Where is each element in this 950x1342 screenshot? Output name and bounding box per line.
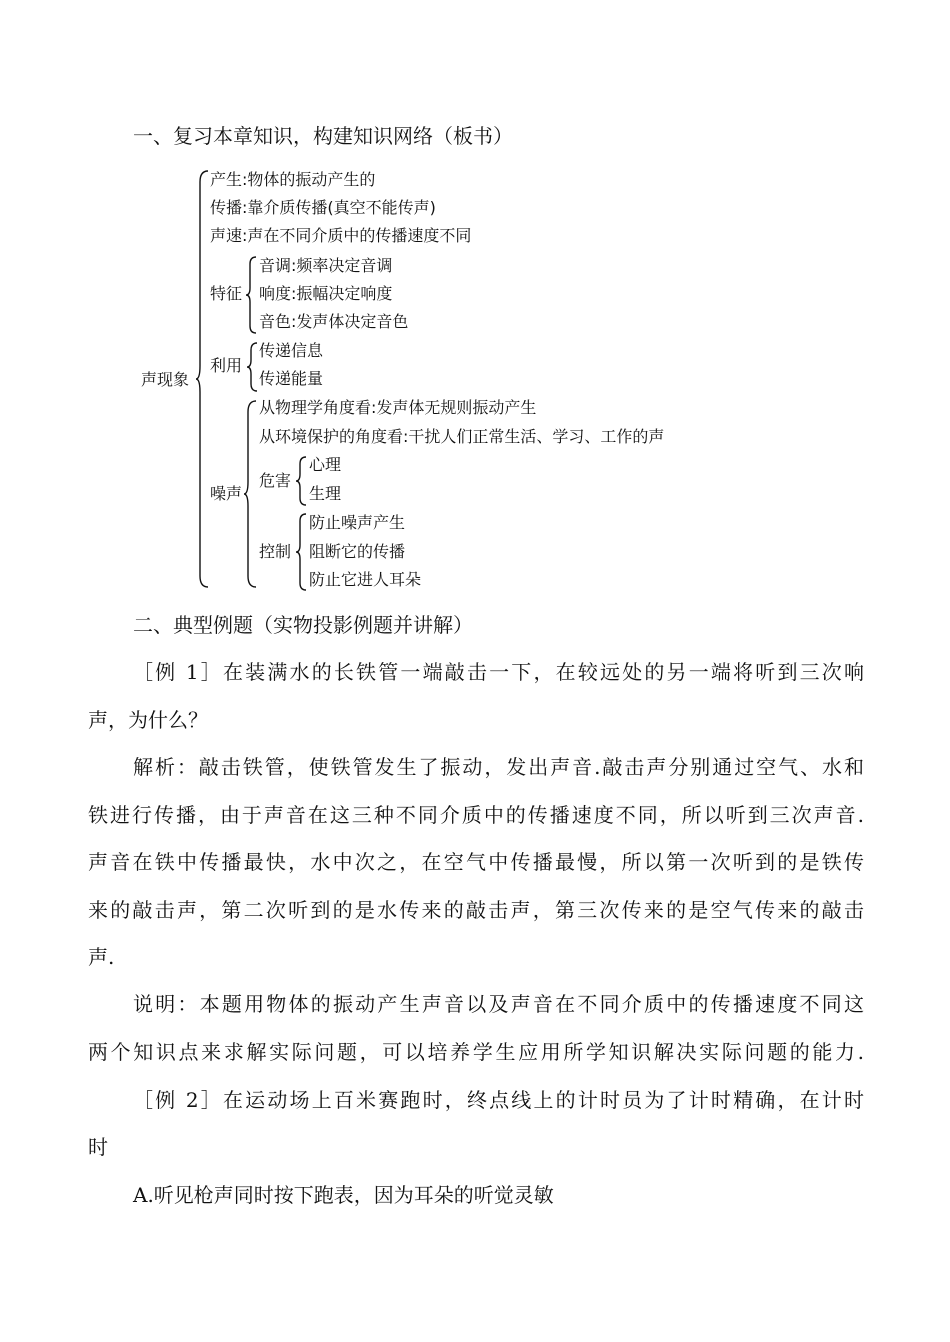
control-brace bbox=[296, 513, 308, 591]
map-feature-loudness: 响度:振幅决定响度 bbox=[259, 284, 393, 303]
map-noise-environment: 从环境保护的角度看:干扰人们正常生活、学习、工作的声 bbox=[259, 427, 665, 446]
map-use-information: 传递信息 bbox=[259, 341, 324, 360]
map-harm-physiological: 生理 bbox=[309, 484, 342, 503]
map-propagate: 传播:靠介质传播(真空不能传声) bbox=[210, 198, 436, 217]
analysis-line2: 铁进行传播，由于声音在这三种不同介质中的传播速度不同，所以听到三次声音. bbox=[88, 803, 864, 827]
map-harm-label: 危害 bbox=[259, 471, 292, 490]
example2-line1: ［例 2］在运动场上百米赛跑时，终点线上的计时员为了计时精确，在计时 bbox=[133, 1088, 864, 1112]
map-produce: 产生:物体的振动产生的 bbox=[210, 170, 376, 189]
section2-heading: 二、典型例题（实物投影例题并讲解） bbox=[133, 613, 473, 637]
map-noise-physics: 从物理学角度看:发声体无规则振动产生 bbox=[259, 398, 537, 417]
features-brace bbox=[246, 256, 258, 334]
map-control-path: 阻断它的传播 bbox=[309, 542, 406, 561]
map-control-label: 控制 bbox=[259, 542, 292, 561]
example1-line1: ［例 1］在装满水的长铁管一端敲击一下，在较远处的另一端将听到三次响 bbox=[133, 660, 864, 684]
map-harm-psychological: 心理 bbox=[309, 455, 342, 474]
explanation-line2: 两个知识点来求解实际问题，可以培养学生应用所学知识解决实际问题的能力. bbox=[88, 1040, 864, 1064]
example2-line2: 时 bbox=[88, 1135, 108, 1159]
root-brace bbox=[196, 170, 210, 588]
map-control-source: 防止噪声产生 bbox=[309, 513, 406, 532]
map-feature-pitch: 音调:频率决定音调 bbox=[259, 256, 393, 275]
analysis-line4: 来的敲击声，第二次听到的是水传来的敲击声，第三次传来的是空气传来的敲击 bbox=[88, 898, 864, 922]
map-control-ear: 防止它进人耳朵 bbox=[309, 570, 422, 589]
harm-brace bbox=[296, 456, 308, 506]
map-use-energy: 传递能量 bbox=[259, 369, 324, 388]
section1-heading: 一、复习本章知识，构建知识网络（板书） bbox=[133, 124, 513, 148]
analysis-line5: 声. bbox=[88, 945, 115, 969]
map-use-label: 利用 bbox=[210, 356, 243, 375]
use-brace bbox=[247, 342, 259, 392]
explanation-line1: 说明：本题用物体的振动产生声音以及声音在不同介质中的传播速度不同这 bbox=[133, 992, 864, 1016]
map-feature-timbre: 音色:发声体决定音色 bbox=[259, 312, 409, 331]
analysis-line1: 解析：敲击铁管，使铁管发生了振动，发出声音.敲击声分别通过空气、水和 bbox=[133, 755, 864, 779]
analysis-line3: 声音在铁中传播最快，水中次之，在空气中传播最慢，所以第一次听到的是铁传 bbox=[88, 850, 864, 874]
map-noise-label: 噪声 bbox=[210, 484, 243, 503]
map-root-label: 声现象 bbox=[141, 370, 190, 389]
option-a: A.听见枪声同时按下跑表，因为耳朵的听觉灵敏 bbox=[133, 1183, 554, 1207]
map-features-label: 特征 bbox=[210, 284, 243, 303]
map-speed: 声速:声在不同介质中的传播速度不同 bbox=[210, 226, 472, 245]
example1-line2: 声，为什么？ bbox=[88, 708, 208, 732]
noise-brace bbox=[244, 400, 258, 588]
